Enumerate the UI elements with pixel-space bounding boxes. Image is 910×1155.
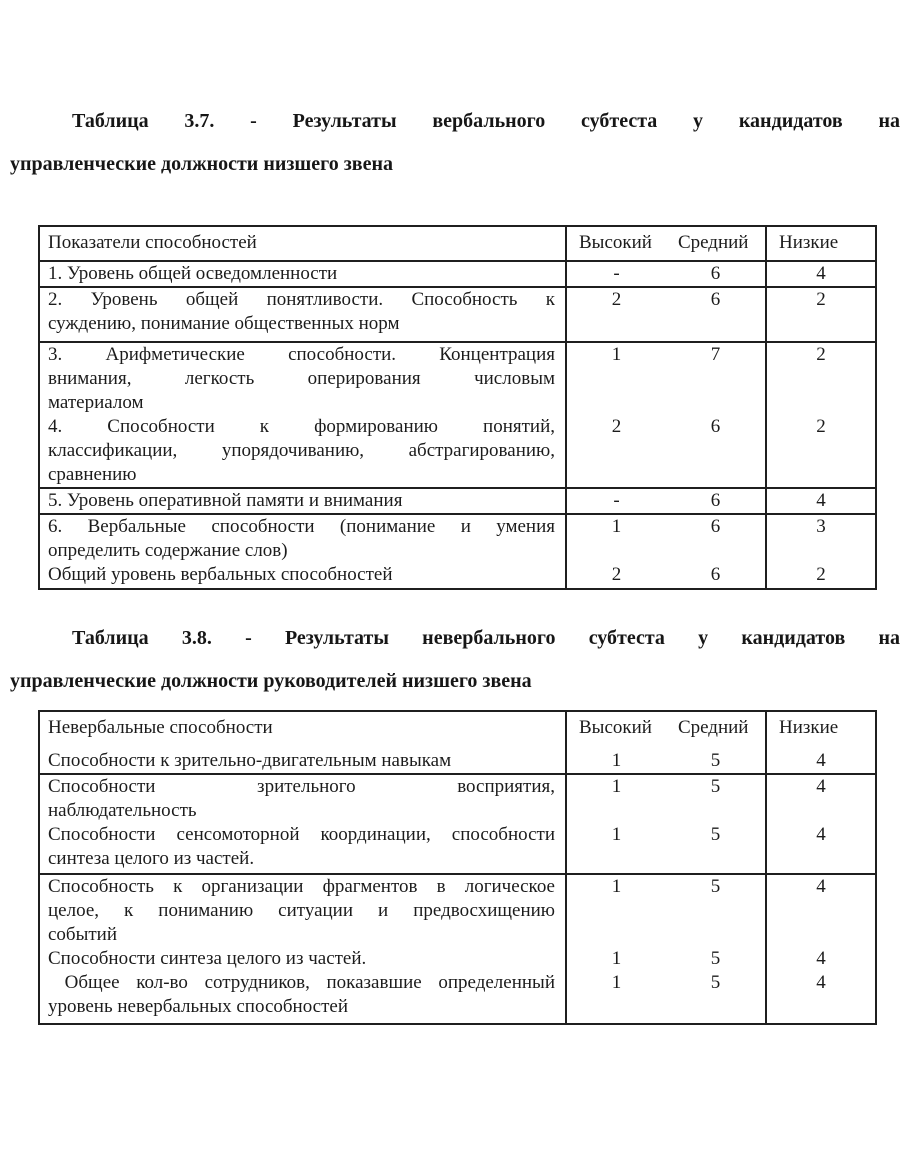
value-low: 4 [765,875,875,947]
value-high: 1 [611,972,622,993]
row-text-line: Общее кол-во сотрудников, показавшие определенный [48,972,555,993]
row-text-cell [40,875,565,947]
table-row [40,873,875,1023]
value-mid: 5 [710,876,721,897]
row-text-line: событий [48,924,118,945]
row-text-line: 5. Уровень оперативной памяти и внимания [48,490,403,511]
table-row [40,513,875,588]
header-cell-indicators [40,712,565,740]
header-label-high: Высокий [579,232,652,253]
spacer-row [40,740,875,749]
header-cell-indicators [40,227,565,260]
row-values-cell [565,823,765,873]
row-text-cell [40,288,565,341]
value-low: 4 [765,971,875,1023]
nonverbal-subtest-table [38,710,877,1025]
row-text-line: определить содержание слов) [48,540,288,561]
row-text-cell [40,823,565,873]
row-text-line: Способности к зрительно-двигательным навыкам [48,750,452,771]
header-label-high: Высокий [579,717,652,738]
table-header-row [40,227,875,260]
value-high: - [613,490,620,511]
row-text-cell [40,563,565,588]
row-text-line: уровень невербальных способностей [48,996,349,1017]
header-cell-low [765,712,875,740]
table2-caption [10,617,900,703]
row-text-line: суждению, понимание общественных норм [48,313,400,334]
value-low: 4 [765,823,875,873]
row-values-cell [565,489,765,513]
header-label: Невербальные способности [48,717,273,738]
value-high: 1 [611,750,622,771]
value-mid: 6 [710,490,721,511]
caption-line: управленческие должности руководителей низшего звена [10,670,532,692]
value-low: 2 [765,288,875,341]
row-text-line: 4. Способности к формированию понятий, [48,416,555,437]
row-text-line: Способности синтеза целого из частей. [48,948,367,969]
row-text-line: целое, к пониманию ситуации и предвосхищению [48,900,555,921]
row-values-cell [565,875,765,947]
value-low: 2 [765,343,875,415]
row-values-cell [565,343,765,415]
row-values-cell [565,415,765,487]
value-high: 2 [611,416,622,437]
row-values-cell [565,971,765,1023]
value-high: 1 [611,824,622,845]
row-text-cell [40,749,565,773]
table-row [40,487,875,513]
row-text-line: сравнению [48,464,137,485]
row-text-cell [40,775,565,823]
value-high: 1 [611,948,622,969]
row-values-cell [565,563,765,588]
value-high: 1 [611,776,622,797]
header-cell-low [765,227,875,260]
caption-line: управленческие должности низшего звена [10,153,393,175]
row-text-line: 6. Вербальные способности (понимание и умения [48,516,555,537]
value-mid: 7 [710,344,721,365]
row-text-line: 2. Уровень общей понятливости. Способность к [48,289,555,310]
value-high: 1 [611,344,622,365]
row-text-line: классификации, упорядочиванию, абстрагированию, [48,440,555,461]
value-high: 2 [611,289,622,310]
table-header-row [40,712,875,773]
row-text-line: Общий уровень вербальных способностей [48,564,393,585]
row-text-cell [40,971,565,1023]
header-label-mid: Средний [677,717,749,738]
value-high: - [613,263,620,284]
table-row [40,260,875,286]
row-text-cell [40,415,565,487]
table-row [40,773,875,873]
value-high: 1 [611,876,622,897]
verbal-subtest-table [38,225,877,590]
header-label-low: Низкие [779,232,839,253]
row-text-line: синтеза целого из частей. [48,848,255,869]
value-high: 2 [611,564,622,585]
value-mid: 5 [710,776,721,797]
header-cell-levels [565,227,765,260]
row-text-cell [40,489,565,513]
value-low: 4 [765,947,875,971]
header-label: Показатели способностей [48,232,257,253]
row-values-cell [565,775,765,823]
caption-line: Таблица 3.8. - Результаты невербального субтеста у кандидатов на [72,627,900,649]
value-low: 4 [765,775,875,823]
row-text-cell [40,343,565,415]
value-high: 1 [611,516,622,537]
row-text-line: 1. Уровень общей осведомленности [48,263,338,284]
header-label-mid: Средний [677,232,749,253]
value-mid: 6 [710,289,721,310]
value-low: 2 [765,563,875,588]
row-text-line: Способности зрительного восприятия, [48,776,555,797]
value-low: 2 [765,415,875,487]
row-values-cell [565,515,765,563]
value-mid: 5 [710,750,721,771]
row-text-line: Способность к организации фрагментов в логическое [48,876,555,897]
value-low: 4 [765,749,875,773]
value-mid: 6 [710,516,721,537]
value-mid: 6 [710,564,721,585]
table1-caption [10,100,900,186]
value-mid: 6 [710,263,721,284]
row-text-line: Способности сенсомоторной координации, способности [48,824,555,845]
header-label-low: Низкие [779,717,839,738]
value-mid: 5 [710,824,721,845]
row-values-cell [565,947,765,971]
table-row [40,286,875,341]
row-values-cell [565,749,765,773]
value-mid: 5 [710,972,721,993]
row-text-cell [40,262,565,286]
header-cell-levels [565,712,765,740]
row-text-line: материалом [48,392,144,413]
row-values-cell [565,288,765,341]
value-mid: 5 [710,948,721,969]
caption-line: Таблица 3.7. - Результаты вербального субтеста у кандидатов на [72,110,900,132]
row-text-cell [40,947,565,971]
row-text-cell [40,515,565,563]
value-low: 3 [765,515,875,563]
value-low: 4 [765,489,875,513]
row-text-line: 3. Арифметические способности. Концентрация [48,344,555,365]
table-row [40,341,875,487]
value-low: 4 [765,262,875,286]
row-values-cell [565,262,765,286]
row-text-line: наблюдательность [48,800,197,821]
row-text-line: внимания, легкость оперирования числовым [48,368,555,389]
value-mid: 6 [710,416,721,437]
